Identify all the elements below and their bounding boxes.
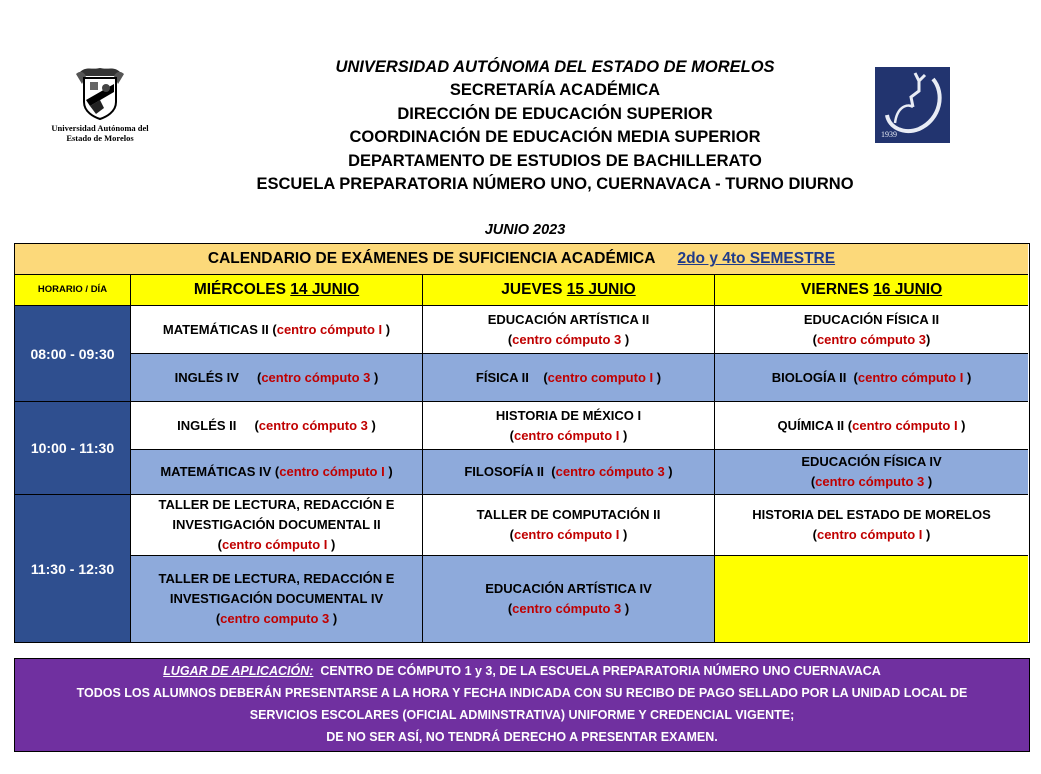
exam-calendar-table	[14, 243, 1030, 643]
exam-cell: QUÍMICA II (centro cómputo I )	[715, 402, 1028, 450]
time-slot-1: 08:00 - 09:30	[15, 306, 131, 402]
exam-cell: EDUCACIÓN FÍSICA IV (centro cómputo 3 )	[715, 450, 1028, 495]
lugar-text: CENTRO DE CÓMPUTO 1 y 3, DE LA ESCUELA PREPARATORIA NÚMERO UNO CUERNAVACA	[313, 664, 881, 678]
corner-header: HORARIO / DÍA	[15, 275, 131, 306]
exam-cell: EDUCACIÓN FÍSICA II (centro cómputo 3)	[715, 306, 1028, 354]
exam-cell: TALLER DE LECTURA, REDACCIÓN E INVESTIGACIÓN DOCUMENTAL IV (centro computo 3 )	[131, 556, 423, 642]
day-header-friday: VIERNES 16 JUNIO	[715, 275, 1028, 306]
exam-cell: TALLER DE LECTURA, REDACCIÓN E INVESTIGACIÓN DOCUMENTAL II (centro cómputo I )	[131, 495, 423, 556]
notice-line: TODOS LOS ALUMNOS DEBERÁN PRESENTARSE A LA HORA Y FECHA INDICADA CON SU RECIBO DE PAGO SELLADO POR LA UNIDAD LOCAL DE	[76, 686, 968, 700]
month-label: JUNIO 2023	[484, 222, 566, 238]
secretaria: SECRETARÍA ACADÉMICA	[449, 81, 661, 99]
exam-cell: BIOLOGÍA II (centro cómputo I )	[715, 354, 1028, 402]
notice-line: SERVICIOS ESCOLARES (OFICIAL ADMINSTRATIVA) UNIFORME Y CREDENCIAL VIGENTE;	[249, 708, 795, 722]
exam-cell: HISTORIA DE MÉXICO I (centro cómputo I )	[423, 402, 715, 450]
departamento: DEPARTAMENTO DE ESTUDIOS DE BACHILLERATO	[348, 151, 762, 170]
coordinacion: COORDINACIÓN DE EDUCACIÓN MEDIA SUPERIOR	[349, 128, 761, 146]
semester-label: 2do y 4to SEMESTRE	[677, 250, 836, 267]
exam-cell: TALLER DE COMPUTACIÓN II (centro cómputo I )	[423, 495, 715, 556]
exam-cell: FÍSICA II (centro computo I )	[423, 354, 715, 402]
document-header	[140, 55, 970, 197]
day-header-thursday: JUEVES 15 JUNIO	[423, 275, 715, 306]
exam-cell: MATEMÁTICAS II (centro cómputo I )	[131, 306, 423, 354]
exam-cell: FILOSOFÍA II (centro cómputo 3 )	[423, 450, 715, 495]
escuela: ESCUELA PREPARATORIA NÚMERO UNO, CUERNAVACA - TURNO DIURNO	[256, 175, 854, 193]
logo-year: 1939	[881, 130, 897, 139]
uaem-logo-text: Universidad Autónoma del Estado de Morelos	[51, 123, 149, 143]
day-header-wednesday: MIÉRCOLES 14 JUNIO	[131, 275, 423, 306]
lugar-label: LUGAR DE APLICACIÓN:	[163, 664, 314, 678]
notice-box	[14, 658, 1030, 752]
time-slot-2: 10:00 - 11:30	[15, 402, 131, 495]
exam-cell: EDUCACIÓN ARTÍSTICA IV (centro cómputo 3 )	[423, 556, 715, 642]
direccion: DIRECCIÓN DE EDUCACIÓN SUPERIOR	[397, 104, 713, 123]
empty-cell	[715, 556, 1028, 642]
exam-cell: INGLÉS II (centro cómputo 3 )	[131, 402, 423, 450]
exam-cell: INGLÉS IV (centro cómputo 3 )	[131, 354, 423, 402]
exam-cell: HISTORIA DEL ESTADO DE MORELOS (centro cómputo I )	[715, 495, 1028, 556]
notice-line: DE NO SER ASÍ, NO TENDRÁ DERECHO A PRESENTAR EXAMEN.	[326, 730, 718, 744]
university-name: UNIVERSIDAD AUTÓNOMA DEL ESTADO DE MORELOS	[335, 58, 775, 76]
table-title: CALENDARIO DE EXÁMENES DE SUFICIENCIA ACADÉMICA 2do y 4to SEMESTRE	[15, 244, 1028, 275]
exam-cell: MATEMÁTICAS IV (centro cómputo I )	[131, 450, 423, 495]
exam-cell: EDUCACIÓN ARTÍSTICA II (centro cómputo 3 )	[423, 306, 715, 354]
time-slot-3: 11:30 - 12:30	[15, 495, 131, 642]
uaem-shield-icon	[76, 62, 124, 120]
